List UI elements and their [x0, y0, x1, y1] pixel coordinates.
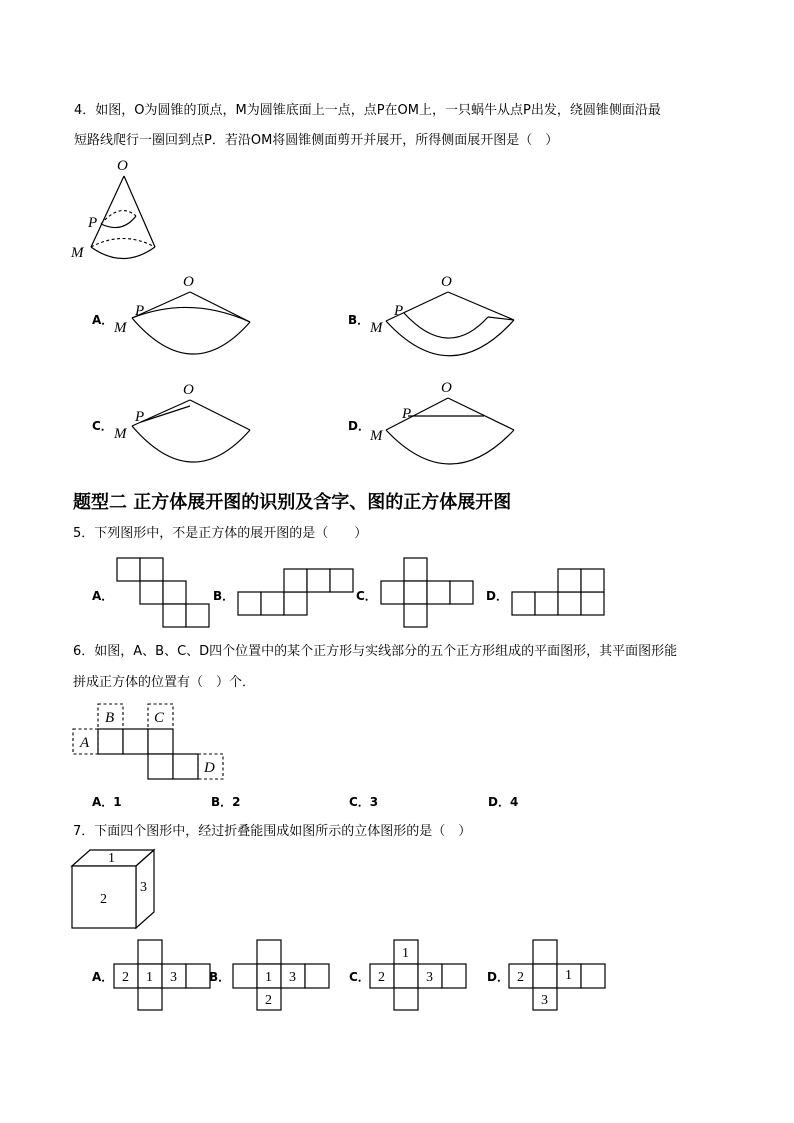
- q5-option-d-label[interactable]: D．: [486, 589, 508, 603]
- d-net-face-3: 3: [541, 993, 548, 1008]
- a-net-face-2: 2: [122, 970, 129, 985]
- q5-option-c-label[interactable]: C．: [356, 589, 377, 603]
- label-d: D: [204, 760, 215, 776]
- d-label-m: M: [370, 428, 383, 444]
- label-b: B: [105, 710, 115, 726]
- q7-option-a-net[interactable]: [113, 939, 211, 1011]
- q6-option-b[interactable]: B．2: [211, 795, 241, 809]
- q4-cone-figure: [60, 150, 180, 270]
- section-title: 题型二 正方体展开图的识别及含字、图的正方体展开图: [73, 492, 512, 513]
- c-net-face-3: 3: [426, 970, 433, 985]
- cone-label-p: P: [88, 215, 98, 231]
- q7-option-a-label[interactable]: A．: [92, 970, 114, 984]
- d-label-o: O: [441, 380, 452, 396]
- q4-option-d-figure[interactable]: [368, 374, 518, 478]
- b-label-m: M: [370, 320, 383, 336]
- q4-option-b-figure[interactable]: [368, 266, 518, 370]
- a-label-o: O: [183, 274, 194, 290]
- q5-option-b-label[interactable]: B．: [213, 589, 235, 603]
- b-net-face-3: 3: [289, 970, 296, 985]
- a-label-m: M: [114, 320, 127, 336]
- b-label-p: P: [394, 303, 404, 319]
- q7-option-c-label[interactable]: C．: [349, 970, 370, 984]
- q7-option-c-net[interactable]: [369, 939, 467, 1011]
- cube-front-face: 2: [100, 892, 107, 907]
- q4-option-c-figure[interactable]: [110, 378, 260, 478]
- q6-text-line1: 6．如图，A、B、C、D四个位置中的某个正方形与实线部分的五个正方形组成的平面图形，其平面图形能: [73, 644, 678, 659]
- q7-cube-figure: [70, 848, 160, 932]
- q4-text-line1: 4．如图，O为圆锥的顶点，M为圆锥底面上一点，点P在OM上，一只蜗牛从点P出发，绕圆锥侧面沿最: [74, 103, 661, 118]
- a-net-face-3: 3: [170, 970, 177, 985]
- d-label-p: P: [402, 406, 412, 422]
- d-net-face-1: 1: [565, 968, 572, 983]
- b-net-face-1: 1: [265, 970, 272, 985]
- q5-text: 5．下列图形中，不是正方体的展开图的是（ ）: [73, 526, 368, 541]
- q7-option-d-net[interactable]: [508, 939, 606, 1011]
- q6-text-line2: 拼成正方体的位置有（ ）个．: [73, 675, 256, 690]
- q7-text: 7．下面四个图形中，经过折叠能围成如图所示的立体图形的是（ ）: [73, 824, 472, 839]
- q5-option-c-net[interactable]: [380, 557, 476, 629]
- q4-option-a-label[interactable]: A．: [92, 313, 114, 327]
- q6-option-c[interactable]: C．3: [349, 795, 379, 809]
- label-a: A: [80, 735, 90, 751]
- q5-option-a-net[interactable]: [116, 557, 212, 629]
- q4-option-d-label[interactable]: D．: [348, 419, 370, 433]
- q6-option-d[interactable]: D．4: [488, 795, 519, 809]
- q4-option-c-label[interactable]: C．: [92, 419, 113, 433]
- q6-option-a[interactable]: A．1: [92, 795, 122, 809]
- c-label-p: P: [135, 409, 145, 425]
- q7-option-b-label[interactable]: B．: [209, 970, 231, 984]
- c-label-o: O: [183, 382, 194, 398]
- q4-option-b-label[interactable]: B．: [348, 313, 370, 327]
- q7-option-b-net[interactable]: [232, 939, 330, 1011]
- a-label-p: P: [135, 303, 145, 319]
- cone-label-m: M: [71, 245, 84, 261]
- q7-option-d-label[interactable]: D．: [487, 970, 509, 984]
- q4-option-a-figure[interactable]: [110, 270, 260, 370]
- q4-text-line2: 短路线爬行一圈回到点P．若沿OM将圆锥侧面剪开并展开，所得侧面展开图是（ ）: [74, 133, 559, 148]
- q6-figure: [72, 703, 228, 781]
- c-net-face-2: 2: [378, 970, 385, 985]
- q5-option-d-net[interactable]: [511, 568, 607, 616]
- cube-right-face: 3: [140, 880, 147, 895]
- cube-top-face: 1: [108, 851, 115, 866]
- b-label-o: O: [441, 274, 452, 290]
- c-net-face-1: 1: [402, 946, 409, 961]
- a-net-face-1: 1: [146, 970, 153, 985]
- b-net-face-2: 2: [265, 993, 272, 1008]
- label-c: C: [154, 710, 165, 726]
- q5-option-a-label[interactable]: A．: [92, 589, 114, 603]
- q5-option-b-net[interactable]: [237, 568, 355, 616]
- d-net-face-2: 2: [517, 970, 524, 985]
- c-label-m: M: [114, 426, 127, 442]
- cone-label-o: O: [117, 158, 128, 174]
